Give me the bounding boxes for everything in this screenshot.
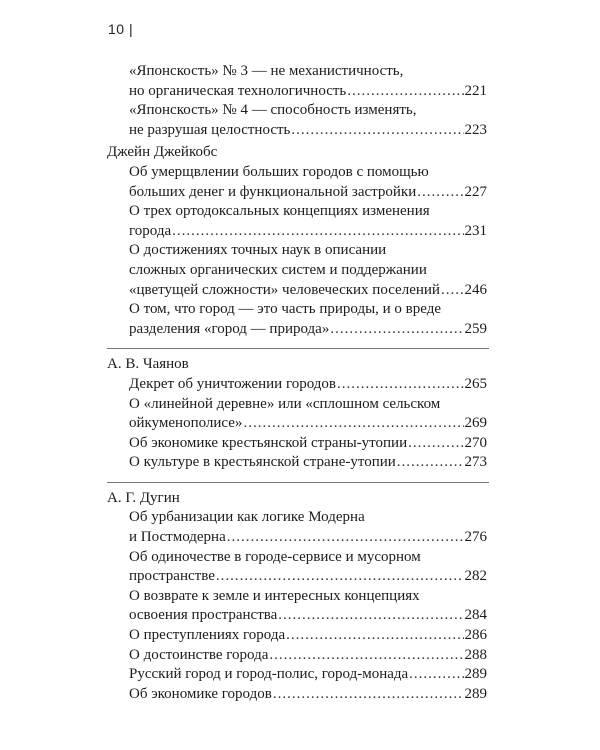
toc-page-number[interactable]: 246 — [464, 281, 487, 298]
toc-entry-title-line: разделения «город — природа» — [129, 320, 330, 337]
toc-entry-last-line — [129, 606, 487, 626]
toc-page-number[interactable]: 276 — [464, 529, 487, 546]
dot-leader — [227, 528, 464, 548]
toc-entry-title-line: сложных органических систем и поддержании — [129, 261, 427, 278]
toc-page-number[interactable]: 269 — [464, 415, 487, 432]
toc-page-number[interactable]: 289 — [464, 666, 487, 683]
toc-entry-title-line: О культуре в крестьянской стране-утопии — [129, 454, 396, 471]
toc-entry[interactable] — [129, 300, 487, 339]
toc-entry-last-line — [129, 183, 487, 203]
header-separator: | — [128, 21, 134, 37]
toc-entry[interactable] — [129, 626, 487, 646]
toc-entry-title-line: но органическая технологичность — [129, 82, 347, 99]
toc-entry[interactable] — [129, 395, 487, 434]
toc-entry-last-line — [129, 626, 487, 646]
toc-page-number[interactable]: 223 — [464, 121, 487, 138]
page-number: 10 — [108, 21, 125, 37]
toc-entry[interactable] — [129, 101, 487, 140]
toc-page-number[interactable]: 282 — [464, 568, 487, 585]
toc-entry-title-line: Декрет об уничтожении городов — [129, 375, 337, 392]
toc-page-number[interactable]: 231 — [464, 222, 487, 239]
dot-leader — [243, 414, 463, 434]
dot-leader — [337, 375, 463, 395]
toc-entry[interactable] — [129, 453, 487, 473]
toc-page-number[interactable]: 259 — [464, 320, 487, 337]
toc-page-number[interactable]: 221 — [464, 82, 487, 99]
toc-entry-last-line — [129, 82, 487, 102]
dot-leader — [291, 121, 463, 141]
toc-page-number[interactable]: 288 — [464, 646, 487, 663]
toc-entry[interactable] — [129, 434, 487, 454]
toc-entry-title-line: Об урбанизации как логике Модерна — [129, 509, 365, 526]
dot-leader — [330, 320, 463, 340]
dot-leader — [409, 665, 463, 685]
toc-entry[interactable] — [129, 241, 487, 300]
toc-page-number[interactable]: 227 — [464, 183, 487, 200]
toc-entry-title-line: Об умерщвлении больших городов с помощью — [129, 163, 429, 180]
toc-entry-title-line: Русский город и город-полис, город-монада — [129, 666, 409, 683]
toc-entry-title-line: города — [129, 222, 172, 239]
dot-leader — [216, 567, 464, 587]
toc-entry-title-line: ойкуменополисе» — [129, 415, 243, 432]
toc-entry-last-line — [129, 281, 487, 301]
toc-entry-title-line: «Японскость» № 4 — способность изменять, — [129, 102, 417, 119]
toc-entry-title-line: не разрушая целостность — [129, 121, 291, 138]
toc-page-number[interactable]: 289 — [464, 685, 487, 702]
dot-leader — [286, 626, 463, 646]
toc-entry-last-line — [129, 646, 487, 666]
section-author: А. В. Чаянов — [107, 356, 189, 373]
toc-entry[interactable] — [129, 646, 487, 666]
toc-entry[interactable] — [129, 375, 487, 395]
section-divider — [107, 348, 489, 349]
toc-entry-title-line: О том, что город — это часть природы, и о вреде — [129, 301, 442, 318]
toc-entry-title-line: «цветущей сложности» человеческих поселений — [129, 281, 440, 298]
toc-entry-title-line: О трех ортодоксальных концепциях изменения — [129, 203, 430, 220]
toc-entry-title-line: О достоинстве города — [129, 646, 269, 663]
dot-leader — [397, 453, 464, 473]
toc-entry[interactable] — [129, 587, 487, 626]
toc-entry-last-line — [129, 528, 487, 548]
toc-page-number[interactable]: 286 — [464, 627, 487, 644]
toc-entry-title-line: и Постмодерна — [129, 529, 226, 546]
section-divider — [107, 482, 489, 483]
toc-entry-title-line: О преступлениях города — [129, 627, 286, 644]
toc-entry-title-line: больших денег и функциональной застройки — [129, 183, 417, 200]
toc-entry[interactable] — [129, 665, 487, 685]
toc-entry-last-line — [129, 121, 487, 141]
toc-entry-last-line — [129, 414, 487, 434]
dot-leader — [172, 222, 463, 242]
toc-entry-title-line: О достижениях точных наук в описании — [129, 242, 387, 259]
dot-leader — [417, 183, 463, 203]
section-author: Джейн Джейкобс — [107, 144, 218, 161]
toc-entry-title-line: Об экономике крестьянской страны-утопии — [129, 434, 408, 451]
toc-entry-last-line — [129, 453, 487, 473]
section-author: А. Г. Дугин — [107, 489, 180, 506]
toc-entry[interactable] — [129, 548, 487, 587]
dot-leader — [408, 434, 463, 454]
toc-entry-title-line: Об одиночестве в городе-сервисе и мусорном — [129, 548, 421, 565]
toc-entry-last-line — [129, 320, 487, 340]
toc-entry-title-line: освоения пространства — [129, 607, 278, 624]
toc-entry-title-line: Об экономике городов — [129, 685, 272, 702]
toc-entry-last-line — [129, 665, 487, 685]
dot-leader — [278, 606, 463, 626]
toc-entry[interactable] — [129, 685, 487, 705]
toc-page-number[interactable]: 273 — [464, 454, 487, 471]
toc-entry[interactable] — [129, 62, 487, 101]
toc-page-number[interactable]: 265 — [464, 375, 487, 392]
toc-entry-last-line — [129, 375, 487, 395]
dot-leader — [269, 646, 463, 666]
toc-page-number[interactable]: 270 — [464, 434, 487, 451]
toc-entry-title-line: «Японскость» № 3 — не механистичность, — [129, 63, 404, 79]
toc-entry-title-line: О «линейной деревне» или «сплошном сельском — [129, 395, 441, 412]
toc-entry-last-line — [129, 434, 487, 454]
toc-entry-last-line — [129, 685, 487, 705]
toc-entry-last-line — [129, 567, 487, 587]
page-header — [108, 21, 133, 37]
dot-leader — [441, 281, 464, 301]
toc-entry[interactable] — [129, 163, 487, 202]
toc-page-number[interactable]: 284 — [464, 607, 487, 624]
toc-entry[interactable] — [129, 508, 487, 547]
dot-leader — [273, 685, 464, 705]
toc-entry-last-line — [129, 222, 487, 242]
table-of-contents — [107, 62, 487, 704]
dot-leader — [347, 82, 463, 102]
toc-entry[interactable] — [129, 202, 487, 241]
toc-entry-title-line: О возврате к земле и интересных концепциях — [129, 587, 420, 604]
toc-entry-title-line: пространстве — [129, 568, 215, 585]
